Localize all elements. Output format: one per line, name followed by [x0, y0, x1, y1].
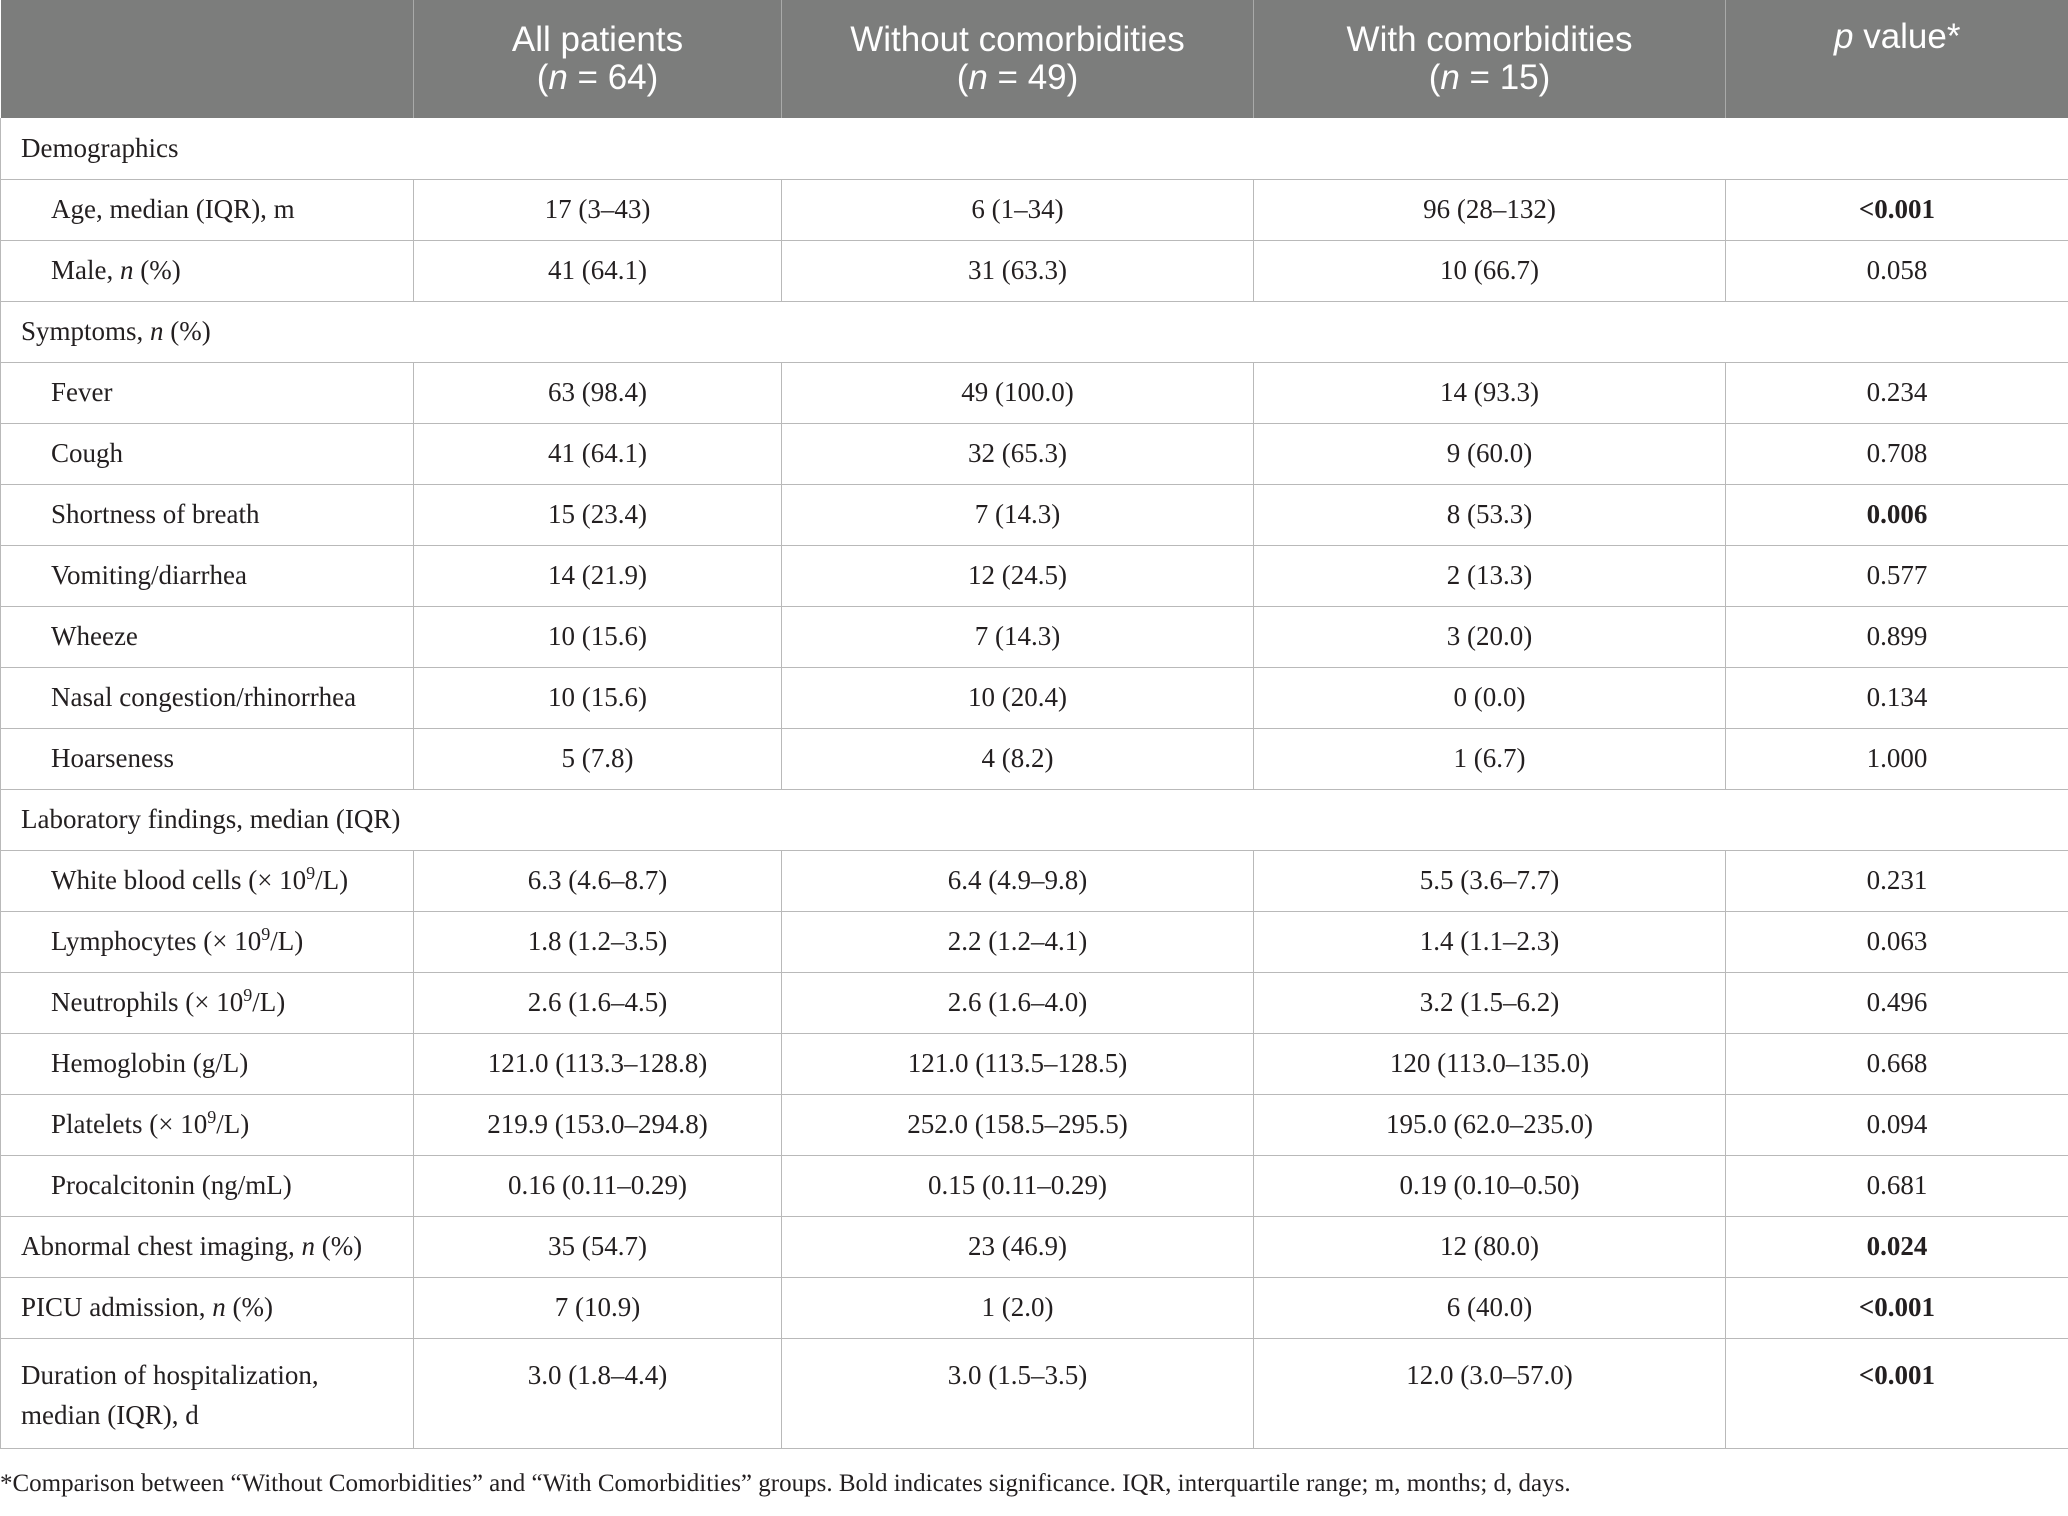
cell-p-value: 0.899	[1726, 606, 2068, 667]
cell-p-value: 0.231	[1726, 850, 2068, 911]
cell-all: 6.3 (4.6–8.7)	[414, 850, 782, 911]
table-row-wheeze	[1, 606, 2068, 667]
row-label: Nasal congestion/rhinorrhea	[1, 667, 414, 728]
cell-with: 195.0 (62.0–235.0)	[1254, 1094, 1726, 1155]
table-footnote: *Comparison between “Without Comorbidities” and “With Comorbidities” groups. Bold indicates significance. IQR, interquartile range; m, months; d, days.	[0, 1470, 1571, 1497]
cell-all: 0.16 (0.11–0.29)	[414, 1155, 782, 1216]
cell-all: 5 (7.8)	[414, 728, 782, 789]
row-label: Shortness of breath	[1, 484, 414, 545]
cell-with: 0.19 (0.10–0.50)	[1254, 1155, 1726, 1216]
cell-with: 9 (60.0)	[1254, 423, 1726, 484]
cell-p-value: 0.058	[1726, 240, 2068, 301]
row-label: Abnormal chest imaging, n (%)	[1, 1216, 414, 1277]
table-row-picu	[1, 1277, 2068, 1338]
cell-p-value: 0.708	[1726, 423, 2068, 484]
cell-without: 0.15 (0.11–0.29)	[782, 1155, 1254, 1216]
cell-all: 7 (10.9)	[414, 1277, 782, 1338]
cell-p-value: 0.094	[1726, 1094, 2068, 1155]
row-label: Fever	[1, 362, 414, 423]
table-header-row	[1, 0, 2068, 118]
section-label: Symptoms, n (%)	[1, 301, 2068, 362]
cell-all: 10 (15.6)	[414, 606, 782, 667]
header-p-value: p value*	[1726, 0, 2068, 118]
table-row-male	[1, 240, 2068, 301]
table-row-fever	[1, 362, 2068, 423]
cell-without: 6 (1–34)	[782, 179, 1254, 240]
cell-all: 3.0 (1.8–4.4)	[414, 1338, 782, 1448]
row-label: Neutrophils (× $10^9/L$)	[1, 972, 414, 1033]
cell-all: 15 (23.4)	[414, 484, 782, 545]
table-row-platelets	[1, 1094, 2068, 1155]
row-label: Male, n (%)	[1, 240, 414, 301]
table-row-nasal	[1, 667, 2068, 728]
header-without-comorbidities: Without comorbidities (n = 49)	[782, 0, 1254, 118]
cell-with: 6 (40.0)	[1254, 1277, 1726, 1338]
cell-without: 7 (14.3)	[782, 606, 1254, 667]
cell-p-value: <0.001	[1726, 1277, 2068, 1338]
table-row-procalcitonin	[1, 1155, 2068, 1216]
cell-with: 8 (53.3)	[1254, 484, 1726, 545]
cell-with: 12 (80.0)	[1254, 1216, 1726, 1277]
cell-with: 3 (20.0)	[1254, 606, 1726, 667]
header-empty-cell	[1, 0, 414, 118]
section-row-demographics	[1, 118, 2068, 179]
cell-all: 121.0 (113.3–128.8)	[414, 1033, 782, 1094]
cell-all: 41 (64.1)	[414, 423, 782, 484]
cell-p-value: 0.577	[1726, 545, 2068, 606]
cell-without: 6.4 (4.9–9.8)	[782, 850, 1254, 911]
cell-without: 2.6 (1.6–4.0)	[782, 972, 1254, 1033]
header-all-patients: All patients (n = 64)	[414, 0, 782, 118]
cell-without: 2.2 (1.2–4.1)	[782, 911, 1254, 972]
row-label: Hemoglobin (g/L)	[1, 1033, 414, 1094]
row-label: Vomiting/diarrhea	[1, 545, 414, 606]
table-row-chest-imaging	[1, 1216, 2068, 1277]
cell-without: 1 (2.0)	[782, 1277, 1254, 1338]
row-label: Age, median (IQR), m	[1, 179, 414, 240]
cell-all: 17 (3–43)	[414, 179, 782, 240]
cell-with: 12.0 (3.0–57.0)	[1254, 1338, 1726, 1448]
cell-with: 0 (0.0)	[1254, 667, 1726, 728]
table-row-shortness-of-breath	[1, 484, 2068, 545]
table-row-wbc	[1, 850, 2068, 911]
table-row-age	[1, 179, 2068, 240]
row-label: Platelets (× $10^9/L$)	[1, 1094, 414, 1155]
section-label: Laboratory findings, median (IQR)	[1, 789, 2068, 850]
cell-p-value: <0.001	[1726, 179, 2068, 240]
cell-with: 14 (93.3)	[1254, 362, 1726, 423]
cell-p-value: 0.234	[1726, 362, 2068, 423]
table-row-hemoglobin	[1, 1033, 2068, 1094]
cell-with: 96 (28–132)	[1254, 179, 1726, 240]
cell-p-value: 0.063	[1726, 911, 2068, 972]
row-label: White blood cells (× $10^9/L$)	[1, 850, 414, 911]
cell-without: 252.0 (158.5–295.5)	[782, 1094, 1254, 1155]
cell-all: 35 (54.7)	[414, 1216, 782, 1277]
row-label: Lymphocytes (× $10^9/L$)	[1, 911, 414, 972]
cell-all: 63 (98.4)	[414, 362, 782, 423]
cell-without: 49 (100.0)	[782, 362, 1254, 423]
cell-p-value: 0.006	[1726, 484, 2068, 545]
cell-p-value: <0.001	[1726, 1338, 2068, 1448]
row-label: Procalcitonin (ng/mL)	[1, 1155, 414, 1216]
cell-without: 4 (8.2)	[782, 728, 1254, 789]
section-row-laboratory	[1, 789, 2068, 850]
row-label: Cough	[1, 423, 414, 484]
table-row-hoarseness	[1, 728, 2068, 789]
cell-without: 31 (63.3)	[782, 240, 1254, 301]
cell-p-value: 0.134	[1726, 667, 2068, 728]
cell-all: 41 (64.1)	[414, 240, 782, 301]
cell-all: 1.8 (1.2–3.5)	[414, 911, 782, 972]
cell-without: 7 (14.3)	[782, 484, 1254, 545]
cell-without: 3.0 (1.5–3.5)	[782, 1338, 1254, 1448]
cell-with: 1 (6.7)	[1254, 728, 1726, 789]
table-row-lymphocytes	[1, 911, 2068, 972]
row-label: PICU admission, n (%)	[1, 1277, 414, 1338]
cell-with: 1.4 (1.1–2.3)	[1254, 911, 1726, 972]
cell-all: 219.9 (153.0–294.8)	[414, 1094, 782, 1155]
table-row-cough	[1, 423, 2068, 484]
header-with-comorbidities: With comorbidities (n = 15)	[1254, 0, 1726, 118]
cell-p-value: 1.000	[1726, 728, 2068, 789]
table-row-neutrophils	[1, 972, 2068, 1033]
row-label: Duration of hospitalization, median (IQR), d	[1, 1338, 414, 1448]
cell-with: 10 (66.7)	[1254, 240, 1726, 301]
cell-without: 23 (46.9)	[782, 1216, 1254, 1277]
cell-p-value: 0.668	[1726, 1033, 2068, 1094]
cell-with: 3.2 (1.5–6.2)	[1254, 972, 1726, 1033]
cell-without: 32 (65.3)	[782, 423, 1254, 484]
table-row-vomiting	[1, 545, 2068, 606]
cell-without: 10 (20.4)	[782, 667, 1254, 728]
cell-p-value: 0.496	[1726, 972, 2068, 1033]
cell-p-value: 0.024	[1726, 1216, 2068, 1277]
cell-all: 10 (15.6)	[414, 667, 782, 728]
cell-all: 2.6 (1.6–4.5)	[414, 972, 782, 1033]
cell-all: 14 (21.9)	[414, 545, 782, 606]
section-label: Demographics	[1, 118, 2068, 179]
cell-without: 12 (24.5)	[782, 545, 1254, 606]
row-label: Wheeze	[1, 606, 414, 667]
cell-with: 120 (113.0–135.0)	[1254, 1033, 1726, 1094]
section-row-symptoms	[1, 301, 2068, 362]
row-label: Hoarseness	[1, 728, 414, 789]
cell-p-value: 0.681	[1726, 1155, 2068, 1216]
cell-with: 5.5 (3.6–7.7)	[1254, 850, 1726, 911]
cell-without: 121.0 (113.5–128.5)	[782, 1033, 1254, 1094]
table-row-duration	[1, 1338, 2068, 1448]
cell-with: 2 (13.3)	[1254, 545, 1726, 606]
